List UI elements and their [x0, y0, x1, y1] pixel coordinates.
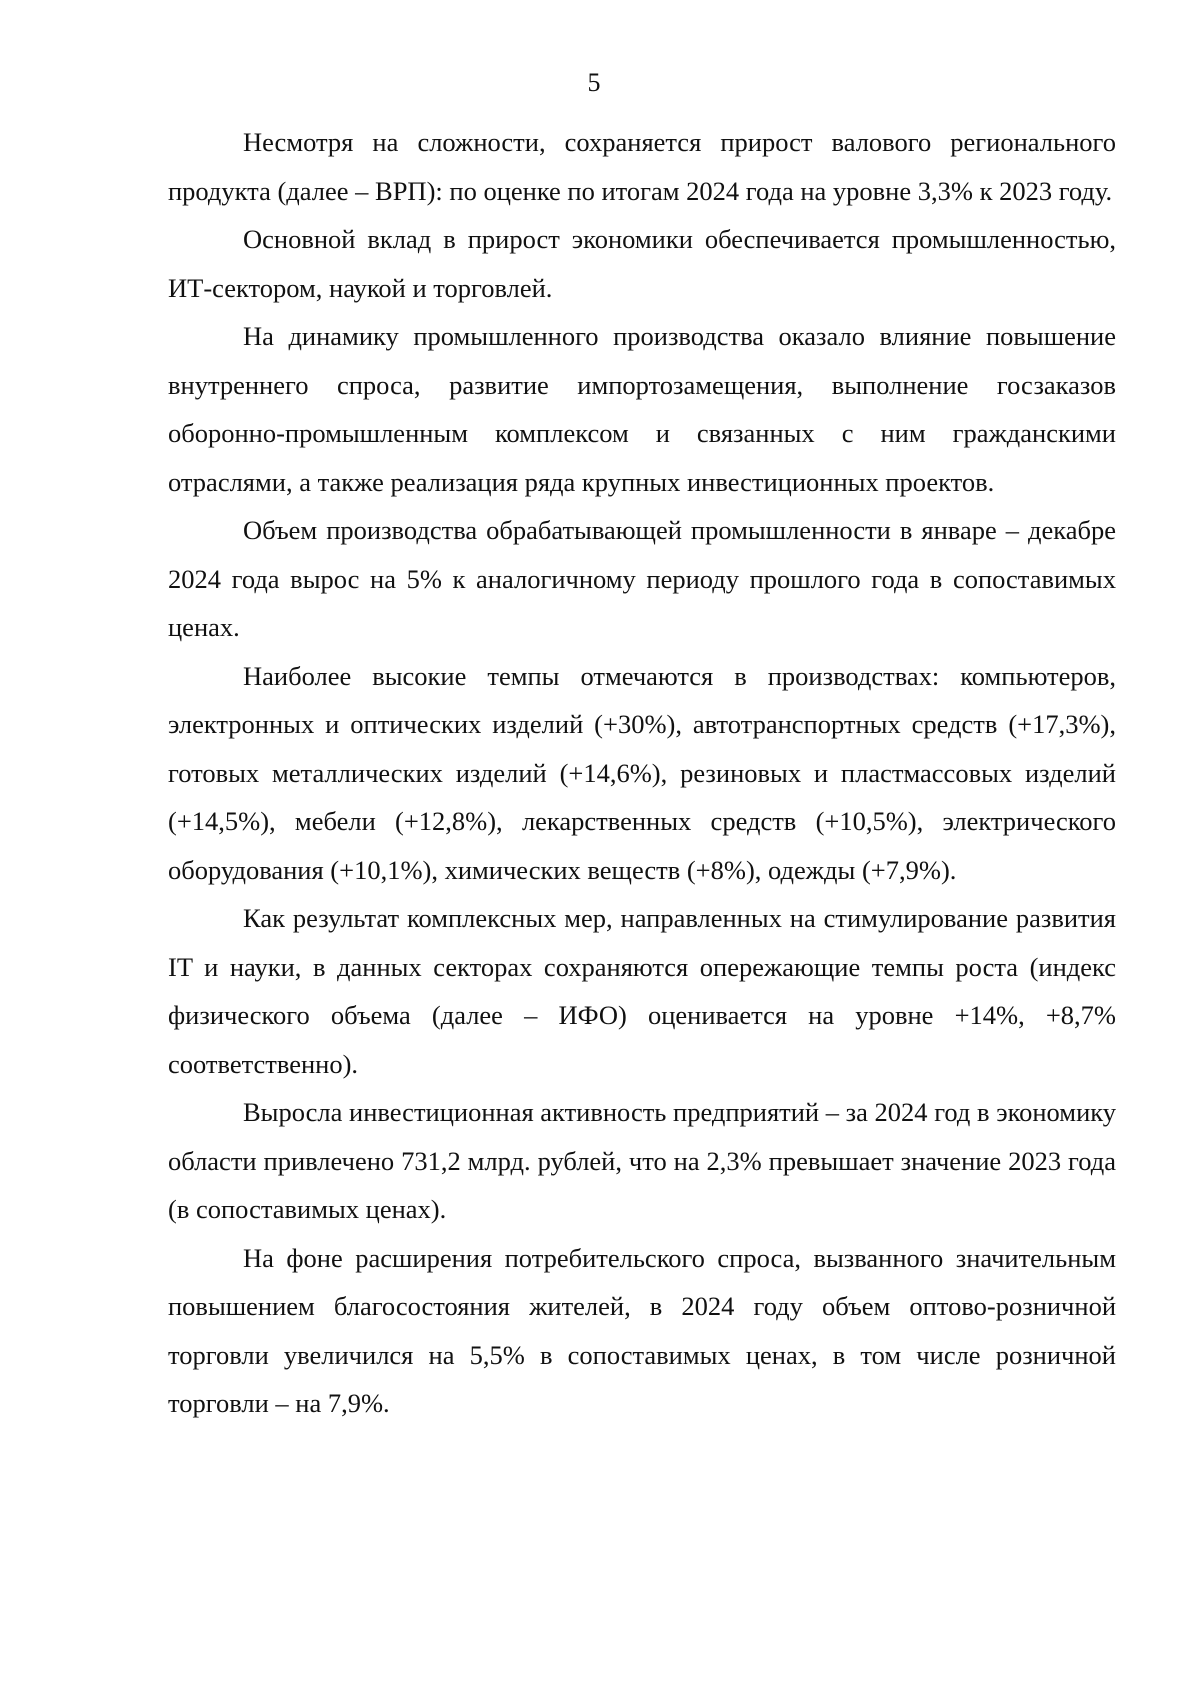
- document-body: [168, 118, 1116, 1428]
- paragraph-economy-contribution: Основной вклад в прирост экономики обеспечивается промышленностью, ИТ-сектором, наукой и торговлей.: [168, 224, 1116, 303]
- page-number: 5: [587, 68, 601, 97]
- paragraph-it-science: Как результат комплексных мер, направленных на стимулирование развития IT и науки, в данных секторах сохраняются опережающие темпы роста (индекс физического объема (далее – ИФО) оценивается на уровне +14%, +8,7% соответственно).: [168, 903, 1116, 1079]
- paragraph-manufacturing-volume: Объем производства обрабатывающей промышленности в январе – декабре 2024 года вырос на 5% к аналогичному периоду прошлого года в сопоставимых ценах.: [168, 515, 1116, 642]
- paragraph-highest-growth-rates: Наиболее высокие темпы отмечаются в производствах: компьютеров, электронных и оптических изделий (+30%), автотранспортных средств (+17,3%), готовых металлических изделий (+14,6%), резиновых и пластмассовых изделий (+14,5%), мебели (+12,8%), лекарственных средств (+10,5%), электрического оборудования (+10,1%), химических веществ (+8%), одежды (+7,9%).: [168, 660, 1116, 885]
- paragraph-industrial-dynamics: На динамику промышленного производства оказало влияние повышение внутреннего спроса, развитие импортозамещения, выполнение госзаказов оборонно-промышленным комплексом и связанных с ним гражданскими отраслями, а также реализация ряда крупных инвестиционных проектов.: [168, 321, 1116, 497]
- paragraph-grp-growth: Несмотря на сложности, сохраняется прирост валового регионального продукта (далее – ВРП): по оценке по итогам 2024 года на уровне 3,3% к 2023 году.: [168, 127, 1116, 206]
- paragraph-retail-trade: На фоне расширения потребительского спроса, вызванного значительным повышением благосостояния жителей, в 2024 году объем оптово-розничной торговли увеличился на 5,5% в сопоставимых ценах, в том числе розничной торговли – на 7,9%.: [168, 1242, 1116, 1418]
- paragraph-investment-activity: Выросла инвестиционная активность предприятий – за 2024 год в экономику области привлечено 731,2 млрд. рублей, что на 2,3% превышает значение 2023 года (в сопоставимых ценах).: [168, 1097, 1116, 1224]
